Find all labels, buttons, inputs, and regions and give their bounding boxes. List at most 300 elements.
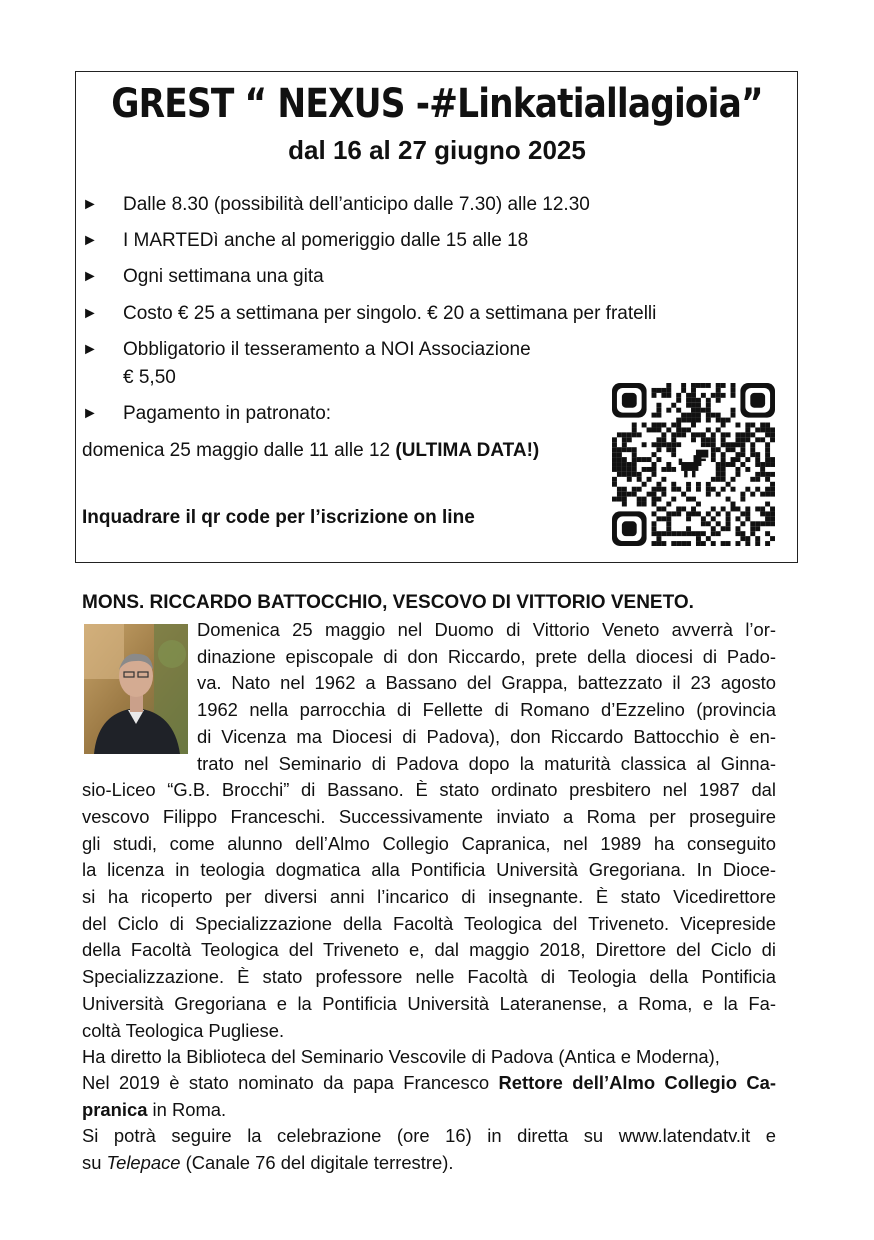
article-heading: MONS. RICCARDO BATTOCCHIO, VESCOVO DI VITTORIO VENETO. [82,592,694,613]
qr-module [671,437,676,442]
qr-module [765,432,770,437]
qr-module [622,487,627,492]
qr-module [681,418,686,423]
qr-module [726,482,731,487]
qr-module [627,432,632,437]
qr-module [765,511,770,516]
qr-module [686,511,691,516]
qr-module [671,482,676,487]
qr-module [726,521,731,526]
qr-module [671,423,676,428]
qr-module [765,477,770,482]
qr-module [706,408,711,413]
qr-module [656,423,661,428]
qr-module [656,536,661,541]
qr-module [652,472,657,477]
qr-module [652,427,657,432]
qr-module [716,511,721,516]
qr-module [637,497,642,502]
qr-module [765,442,770,447]
grest-dates: dal 16 al 27 giugno 2025 [288,135,586,165]
qr-module [726,516,731,521]
qr-module [745,487,750,492]
qr-module [632,432,637,437]
qr-module [656,403,661,408]
qr-module [686,418,691,423]
qr-module [691,432,696,437]
qr-module [716,388,721,393]
qr-module [740,492,745,497]
qr-module [686,531,691,536]
qr-module [740,536,745,541]
qr-module [755,462,760,467]
qr-module [760,506,765,511]
qr-module [632,462,637,467]
qr-module [656,506,661,511]
qr-module [622,462,627,467]
qr-module [755,487,760,492]
qr-module [656,516,661,521]
qr-module [661,442,666,447]
qr-module [706,511,711,516]
qr-module [661,506,666,511]
qr-module [676,511,681,516]
qr-module [612,497,617,502]
qr-module [691,383,696,388]
qr-module [696,398,701,403]
qr-module [671,467,676,472]
qr-module [745,423,750,428]
bullet-arrow-icon: ► [82,268,98,285]
qr-module [632,427,637,432]
qr-module [721,442,726,447]
article-line: Nel 2019 è stato nominato da papa Francesco Rettore dell’Almo Collegio Ca- [82,1072,776,1093]
qr-module [612,457,617,462]
qr-module [721,457,726,462]
qr-module [750,531,755,536]
qr-module [770,437,775,442]
qr-module [731,408,736,413]
qr-module [617,432,622,437]
qr-module [671,511,676,516]
qr-module [622,472,627,477]
qr-module [726,497,731,502]
qr-module [676,427,681,432]
qr-module [711,477,716,482]
qr-module [656,447,661,452]
qr-module [622,437,627,442]
qr-module [765,487,770,492]
qr-module [652,541,657,546]
qr-module [691,398,696,403]
qr-module [765,492,770,497]
article-line: 1962 nella parrocchia di Fellette di Romano d’Ezzelino (provincia [197,699,776,721]
qr-module [701,408,706,413]
qr-module [632,472,637,477]
qr-module [726,442,731,447]
qr-module [765,457,770,462]
qr-module [696,418,701,423]
qr-module [686,526,691,531]
qr-module [676,393,681,398]
qr-module [701,541,706,546]
qr-module [666,393,671,398]
qr-module [711,447,716,452]
qr-module [681,492,686,497]
qr-module [755,506,760,511]
qr-module [706,413,711,418]
qr-module [721,432,726,437]
qr-module [691,393,696,398]
qr-module [745,516,750,521]
dinosaur-icon [676,447,711,482]
qr-module [721,418,726,423]
qr-module [652,511,657,516]
qr-module [627,492,632,497]
qr-module [750,492,755,497]
qr-module [696,432,701,437]
qr-module [661,393,666,398]
qr-module [711,442,716,447]
qr-module [612,467,617,472]
article-line: Domenica 25 maggio nel Duomo di Vittorio Veneto avverrà l’or- [197,619,776,640]
qr-module [721,452,726,457]
qr-module [666,502,671,507]
qr-module [627,467,632,472]
qr-module [716,467,721,472]
qr-module [701,383,706,388]
qr-module [617,472,622,477]
qr-module [706,427,711,432]
article-line: pranica in Roma. [82,1099,227,1120]
qr-module [686,497,691,502]
qr-module [731,393,736,398]
qr-module [760,472,765,477]
qr-module [661,437,666,442]
qr-module [656,531,661,536]
qr-module [765,531,770,536]
qr-module [696,502,701,507]
qr-module [691,531,696,536]
qr-module [740,531,745,536]
qr-module [765,423,770,428]
qr-module [686,487,691,492]
qr-module [642,482,647,487]
qr-module [750,442,755,447]
qr-module [696,482,701,487]
article-line: va. Nato nel 1962 a Bassano del Grappa, battezzato il 23 agosto [197,672,776,694]
qr-module [691,423,696,428]
qr-module [686,482,691,487]
qr-module [721,423,726,428]
qr-module [706,398,711,403]
qr-module [750,452,755,457]
qr-module [652,531,657,536]
qr-module [666,521,671,526]
qr-module [666,447,671,452]
qr-module [666,408,671,413]
qr-module [632,447,637,452]
qr-module [726,432,731,437]
qr-module [726,462,731,467]
qr-module [726,418,731,423]
qr-module [642,467,647,472]
qr-module [666,511,671,516]
qr-module [622,457,627,462]
qr-module [731,413,736,418]
qr-module [637,472,642,477]
qr-module [770,511,775,516]
qr-module [661,531,666,536]
qr-module [642,497,647,502]
qr-module [627,447,632,452]
qr-module [627,472,632,477]
qr-module [735,531,740,536]
qr-module [661,487,666,492]
qr-module [666,442,671,447]
qr-module [661,477,666,482]
qr-module [681,432,686,437]
qr-module [706,521,711,526]
qr-module [716,427,721,432]
qr-module [745,536,750,541]
qr-module [656,442,661,447]
article-line: Si potrà seguire la celebrazione (ore 16) in diretta su www.latendatv.it e [82,1125,776,1146]
qr-module [652,388,657,393]
qr-module [716,393,721,398]
qr-module [666,427,671,432]
bullet-arrow-icon: ► [82,405,98,422]
qr-module [760,467,765,472]
qr-module [731,462,736,467]
payment-date: domenica 25 maggio dalle 11 alle 12 (ULTIMA DATA!) [82,440,540,461]
qr-module [676,487,681,492]
qr-module [622,442,627,447]
qr-module [731,487,736,492]
qr-module [770,516,775,521]
qr-module [726,511,731,516]
qr-module [696,541,701,546]
qr-module [735,467,740,472]
qr-module [721,541,726,546]
qr-module [731,506,736,511]
qr-module [721,467,726,472]
article-line: Università Gregoriana e la Pontificia Università Lateranense, a Roma, e la Fa- [82,992,776,1014]
qr-module [770,506,775,511]
qr-module [622,492,627,497]
qr-module [750,432,755,437]
bullet-arrow-icon: ► [82,232,98,249]
qr-module [765,521,770,526]
qr-module [696,536,701,541]
qr-module [735,516,740,521]
qr-module [735,423,740,428]
article-line: vescovo Filippo Franceschi. Successivamente inviato a Roma per proseguire [82,805,776,827]
qr-module [696,511,701,516]
qr-module [627,477,632,482]
qr-module [721,437,726,442]
qr-module [711,437,716,442]
qr-module [661,516,666,521]
qr-module [676,418,681,423]
qr-module [681,541,686,546]
qr-module [652,521,657,526]
article-line: gli studi, come alunno dell’Almo Collegio Capranica, nel 1989 ha conseguito [82,832,776,854]
qr-module [760,437,765,442]
qr-module [612,482,617,487]
qr-module [671,452,676,457]
qr-module [686,398,691,403]
qr-module [696,487,701,492]
qr-module [760,427,765,432]
qr-module [745,467,750,472]
qr-module [706,383,711,388]
qr-module [716,521,721,526]
bullet-arrow-icon: ► [82,196,98,213]
qr-module [686,393,691,398]
qr-module [770,536,775,541]
article-line: trato nel Seminario di Padova dopo la maturità classica al Ginna- [197,752,776,774]
qr-module [765,516,770,521]
qr-module [721,462,726,467]
qr-module [711,526,716,531]
qr-module [681,531,686,536]
qr-module [647,427,652,432]
qr-module [622,432,627,437]
qr-module [681,506,686,511]
qr-module [755,541,760,546]
qr-module [666,526,671,531]
qr-module [711,516,716,521]
qr-module [632,467,637,472]
qr-module [661,388,666,393]
qr-module [656,408,661,413]
qr-module [721,526,726,531]
qr-module [701,531,706,536]
qr-module [617,452,622,457]
qr-module [656,541,661,546]
qr-module [721,477,726,482]
qr-module [686,541,691,546]
qr-module [711,487,716,492]
qr-module [701,521,706,526]
qr-module [661,492,666,497]
qr-module [676,408,681,413]
qr-module [755,477,760,482]
qr-module [760,521,765,526]
qr-module [642,457,647,462]
article-line: coltà Teologica Pugliese. [82,1019,285,1041]
qr-module [617,462,622,467]
qr-module [701,442,706,447]
qr-module [671,531,676,536]
qr-module [740,521,745,526]
qr-module [755,437,760,442]
qr-module [661,467,666,472]
qr-module [750,447,755,452]
qr-module [691,408,696,413]
qr-module [721,472,726,477]
qr-module [701,437,706,442]
qr-module [652,452,657,457]
qr-module [652,467,657,472]
qr-module [731,502,736,507]
qr-module [721,393,726,398]
qr-module [755,452,760,457]
qr-instructions: Inquadrare il qr code per l’iscrizione on line [82,507,475,528]
qr-module [627,437,632,442]
qr-module [676,541,681,546]
qr-module [652,487,657,492]
qr-module [656,487,661,492]
qr-module [770,427,775,432]
qr-module [716,492,721,497]
qr-module [745,432,750,437]
qr-module [652,413,657,418]
qr-module [716,418,721,423]
qr-module [745,457,750,462]
qr-code[interactable] [612,383,775,546]
qr-module [760,462,765,467]
grest-title: GREST “ NEXUS -#Linkatiallagioia” [111,81,763,127]
qr-module [706,437,711,442]
article-line: del Ciclo di Specializzazione della Facoltà Teologica del Triveneto. Vicepreside [82,912,776,934]
qr-module [661,432,666,437]
qr-module [711,413,716,418]
qr-module [617,467,622,472]
qr-module [691,418,696,423]
qr-module [632,457,637,462]
qr-module [770,492,775,497]
qr-module [735,541,740,546]
qr-module [681,427,686,432]
qr-module [755,457,760,462]
qr-module [691,511,696,516]
qr-module [770,482,775,487]
qr-module [691,437,696,442]
qr-module [676,506,681,511]
qr-module [637,487,642,492]
qr-module [716,462,721,467]
qr-module [770,521,775,526]
qr-module [706,403,711,408]
qr-module [755,536,760,541]
qr-module [652,492,657,497]
qr-module [735,506,740,511]
qr-module [652,462,657,467]
qr-module [632,487,637,492]
qr-module [676,432,681,437]
qr-module [656,437,661,442]
qr-module [711,452,716,457]
qr-module [647,457,652,462]
qr-module [681,413,686,418]
qr-module [701,516,706,521]
qr-module [637,477,642,482]
qr-module [612,462,617,467]
qr-module [622,502,627,507]
qr-module [637,457,642,462]
qr-module [647,492,652,497]
qr-module [696,408,701,413]
qr-module [731,383,736,388]
qr-module [731,447,736,452]
article-line: si ha ricoperto per diversi anni l’incarico di insegnante. È stato Vicedirettore [82,886,776,907]
qr-module [765,541,770,546]
qr-module [726,541,731,546]
qr-module [750,521,755,526]
qr-module [612,447,617,452]
